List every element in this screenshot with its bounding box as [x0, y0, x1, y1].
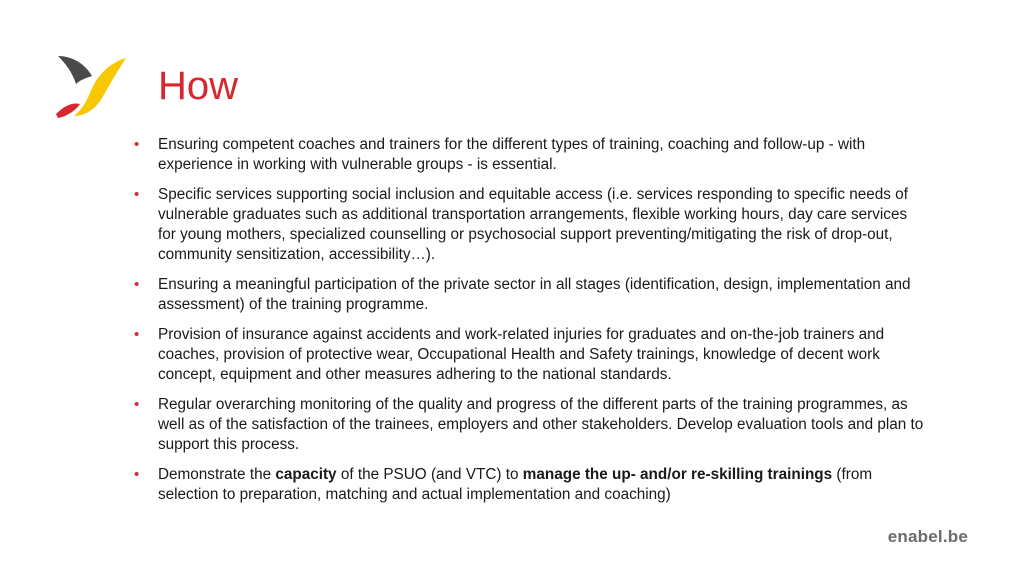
bullet-item — [134, 275, 924, 315]
bullet-dot-icon: • — [134, 326, 140, 343]
enabel-bird-logo-icon — [56, 54, 128, 120]
bullet-item — [134, 135, 924, 175]
bullet-item — [134, 325, 924, 385]
bullet-text: Ensuring competent coaches and trainers for the different types of training, coaching and follow-up - with experience in working with vulnerable groups - is essential. — [158, 136, 866, 173]
bullet-text: Regular overarching monitoring of the quality and progress of the different parts of the training programmes, as well as of the satisfaction of the trainees, employers and other stakeholders. Develop evaluation tools and plan to support this process. — [158, 396, 924, 453]
bullet-text — [158, 466, 872, 503]
bullet-dot-icon: • — [134, 136, 140, 153]
bullet-dot-icon: • — [134, 276, 140, 293]
bullet-text-emphasis: capacity — [275, 466, 337, 483]
bullet-dot-icon: • — [134, 186, 140, 203]
footer-site-url: enabel.be — [887, 527, 968, 546]
bullet-text-part: Demonstrate the — [158, 466, 276, 483]
slide-title: How — [158, 64, 239, 108]
bullet-item — [134, 395, 924, 455]
bullet-text: Specific services supporting social inclusion and equitable access (i.e. services responding to specific needs of vulnerable graduates such as additional transportation arrangements, flexible working hours, day care services for young mothers, specialized counselling or psychosocial support preventing/mitigating the risk of drop-out, community sensitization, accessibility…). — [158, 186, 908, 263]
bullet-text: Ensuring a meaningful participation of the private sector in all stages (identification, design, implementation and assessment) of the training programme. — [158, 276, 911, 313]
bullet-dot-icon: • — [134, 466, 140, 483]
bullet-list — [134, 135, 924, 515]
bullet-dot-icon: • — [134, 396, 140, 413]
bullet-item — [134, 185, 924, 265]
bullet-text-part: of the PSUO (and VTC) to — [336, 466, 523, 483]
bullet-text-part: (from selection to preparation, matching and actual implementation and coaching) — [158, 466, 873, 503]
bullet-item — [134, 465, 924, 505]
bullet-text: Provision of insurance against accidents and work-related injuries for graduates and on-the-job trainers and coaches, provision of protective wear, Occupational Health and Safety trainings, knowledge of decent work concept, equipment and other measures adhering to the national standards. — [158, 326, 885, 383]
bullet-text-emphasis: manage the up- and/or re-skilling trainings — [522, 466, 833, 483]
